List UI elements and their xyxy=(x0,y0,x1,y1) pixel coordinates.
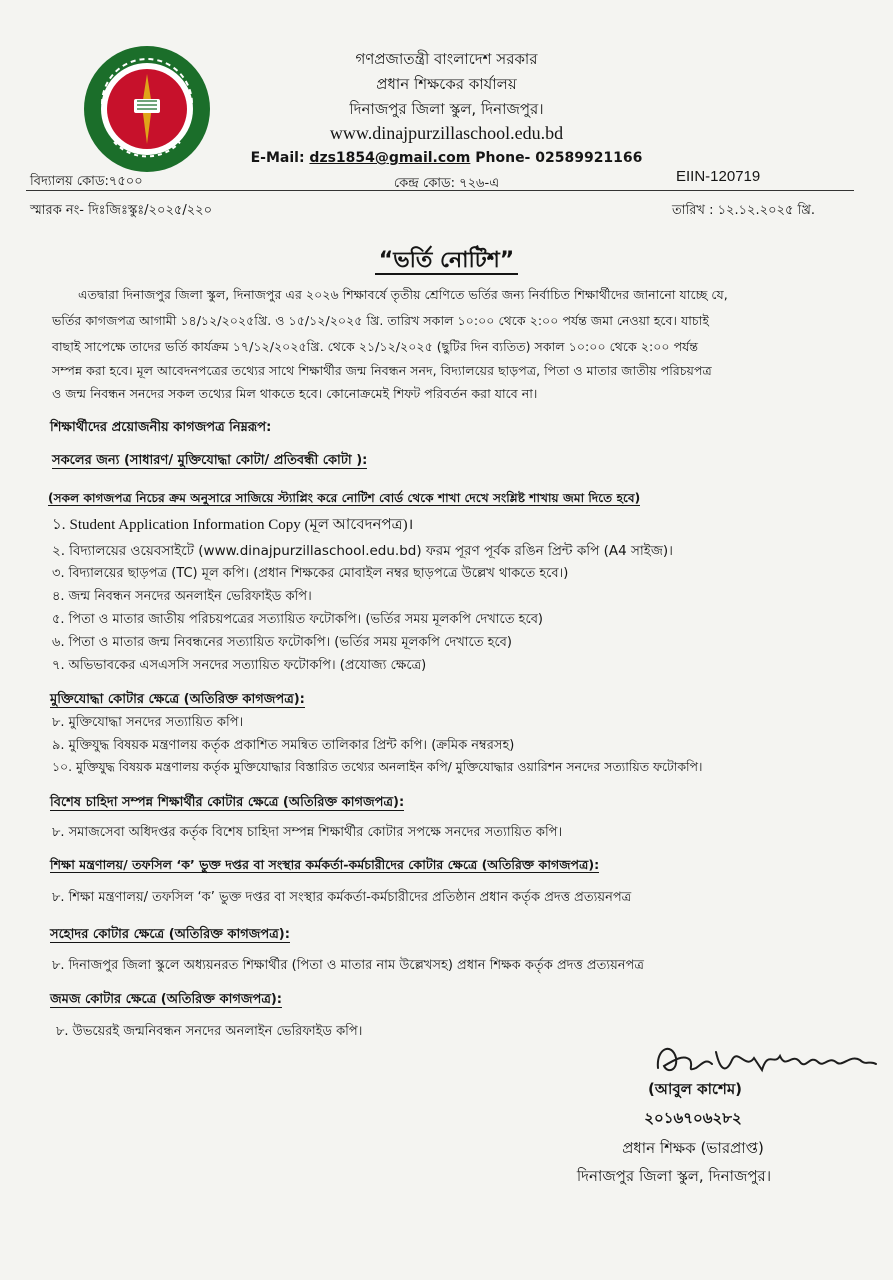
list-item: ৮. দিনাজপুর জিলা স্কুলে অধ্যয়নরত শিক্ষার্থীর (পিতা ও মাতার নাম উল্লেখসহ) প্রধান শিক্ষক কর্তৃক প্রদত্ত প্রত্যয়নপত্র xyxy=(52,958,644,973)
email-label: E-Mail: xyxy=(250,150,305,166)
general-section-heading: সকলের জন্য (সাধারণ/ মুক্তিযোদ্ধা কোটা/ প্রতিবন্ধী কোটা ): xyxy=(52,453,368,468)
twin-heading: জমজ কোটার ক্ষেত্রে (অতিরিক্ত কাগজপত্র): xyxy=(50,992,283,1007)
paragraph-line-1: এতদ্বারা দিনাজপুর জিলা স্কুল, দিনাজপুর এর ২০২৬ শিক্ষাবর্ষে তৃতীয় শ্রেণিতে ভর্তির জন্য নির্বাচিত শিক্ষার্থীদের জানানো যাচ্ছে যে, xyxy=(78,287,728,302)
special-needs-heading: বিশেষ চাহিদা সম্পন্ন শিক্ষার্থীর কোটার ক্ষেত্রে (অতিরিক্ত কাগজপত্র): xyxy=(50,795,405,810)
list-item: ৫. পিতা ও মাতার জাতীয় পরিচয়পত্রের সত্যায়িত ফটোকপি। (ভর্তির সময় মূলকপি দেখাতে হবে) xyxy=(52,612,544,627)
school-code: বিদ্যালয় কোড:৭৫০০ xyxy=(30,174,143,189)
general-instruction: (সকল কাগজপত্র নিচের ক্রম অনুসারে সাজিয়ে স্ট্যাপ্লিং করে নোটিশ বোর্ড থেকে শাখা দেখে সংশ্লিষ্ট শাখায় জমা দিতে হবে) xyxy=(48,491,641,505)
education-ministry-heading: শিক্ষা মন্ত্রণালয়/ তফসিল ‘ক’ ভুক্ত দপ্তর বা সংস্থার কর্মকর্তা-কর্মচারীদের কোটার ক্ষেত্রে (অতিরিক্ত কাগজপত্র): xyxy=(50,857,600,872)
signatory-school: দিনাজপুর জিলা স্কুল, দিনাজপুর। xyxy=(576,1167,772,1185)
center-code: কেন্দ্র কোড: ৭২৬-এ xyxy=(393,176,500,191)
memo-number: স্মারক নং- দিঃজিঃস্কুঃ/২০২৫/২২০ xyxy=(30,203,213,218)
contact-line xyxy=(0,150,893,166)
notice-title-text: “ভর্তি নোটিশ” xyxy=(375,248,519,275)
list-item: ৮. শিক্ষা মন্ত্রণালয়/ তফসিল ‘ক’ ভুক্ত দপ্তর বা সংস্থার কর্মকর্তা-কর্মচারীদের প্রতিষ্ঠান প্রধান কর্তৃক প্রদত্ত প্রত্যয়নপত্র xyxy=(52,890,632,905)
sibling-heading: সহোদর কোটার ক্ষেত্রে (অতিরিক্ত কাগজপত্র): xyxy=(50,927,290,942)
list-item: ২. বিদ্যালয়ের ওয়েবসাইটে (www.dinajpurzillaschool.edu.bd) ফরম পূরণ পূর্বক রঙিন প্রিন্ট কপি (A4 সাইজ)। xyxy=(52,543,674,559)
list-item: ৮. উভয়েরই জন্মনিবন্ধন সনদের অনলাইন ভেরিফাইড কপি। xyxy=(56,1024,363,1039)
notice-title xyxy=(0,243,893,280)
notice-date: তারিখ : ১২.১২.২০২৫ খ্রি. xyxy=(672,203,816,218)
list-item: ৭. অভিভাবকের এসএসসি সনদের সত্যায়িত ফটোকপি। (প্রযোজ্য ক্ষেত্রে) xyxy=(52,658,427,673)
paragraph-line-2: ভর্তির কাগজপত্র আগামী ১৪/১২/২০২৫খ্রি. ও ১৫/১২/২০২৫ খ্রি. তারিখ সকাল ১০:০০ থেকে ২:০০ পর্যন্ত জমা নেওয়া হবে। যাচাই xyxy=(52,313,709,328)
list-item: ১০. মুক্তিযুদ্ধ বিষয়ক মন্ত্রণালয় কর্তৃক মুক্তিযোদ্ধার বিস্তারিত তথ্যের অনলাইন কপি/ মুক্তিযোদ্ধার ওয়ারিশন সনদের সত্যায়িত ফটোকপি। xyxy=(52,759,703,774)
list-item: ৮. মুক্তিযোদ্ধা সনদের সত্যায়িত কপি। xyxy=(52,715,244,730)
paragraph-line-3: বাছাই সাপেক্ষে তাদের ভর্তি কার্যক্রম ১৭/১২/২০২৫খ্রি. থেকে ২১/১২/২০২৫ (ছুটির দিন ব্যতিত) সকাল ১০:০০ থেকে ২:০০ পর্যন্ত xyxy=(52,339,699,354)
signatory-name: (আবুল কাশেম) xyxy=(647,1080,743,1098)
list-item: ৬. পিতা ও মাতার জন্ম নিবন্ধনের সত্যায়িত ফটোকপি। (ভর্তির সময় মূলকপি দেখাতে হবে) xyxy=(52,635,512,650)
email-link[interactable]: dzs1854@gmail.com xyxy=(309,150,471,166)
required-docs-heading: শিক্ষার্থীদের প্রয়োজনীয় কাগজপত্র নিম্নরূপ: xyxy=(50,420,272,435)
list-item: ৯. মুক্তিযুদ্ধ বিষয়ক মন্ত্রণালয় কর্তৃক প্রকাশিত সমন্বিত তালিকার প্রিন্ট কপি। (ক্রমিক নম্বরসহ) xyxy=(52,738,515,753)
government-line: গণপ্রজাতন্ত্রী বাংলাদেশ সরকার xyxy=(355,50,538,68)
list-item: ৪. জন্ম নিবন্ধন সনদের অনলাইন ভেরিফাইড কপি। xyxy=(52,589,312,604)
freedom-fighter-heading: মুক্তিযোদ্ধা কোটার ক্ষেত্রে (অতিরিক্ত কাগজপত্র): xyxy=(50,692,305,707)
school-line: দিনাজপুর জিলা স্কুল, দিনাজপুর। xyxy=(349,100,544,118)
list-item: ১. Student Application Information Copy (মূল আবেদনপত্র)। xyxy=(52,517,414,533)
paragraph-line-4: সম্পন্ন করা হবে। মূল আবেদনপত্রের তথ্যের সাথে শিক্ষার্থীর জন্ম নিবন্ধন সনদ, বিদ্যালয়ের ছাড়পত্র, পিতা ও মাতার জাতীয় পরিচয়পত্র xyxy=(52,363,712,378)
phone-text: Phone- 02589921166 xyxy=(475,150,643,166)
list-item: ৮. সমাজসেবা অধিদপ্তর কর্তৃক বিশেষ চাহিদা সম্পন্ন শিক্ষার্থীর কোটার সপক্ষে সনদের সত্যায়িত কপি। xyxy=(52,825,563,840)
website-line[interactable]: www.dinajpurzillaschool.edu.bd xyxy=(329,123,564,143)
header-divider xyxy=(26,190,854,191)
list-item: ৩. বিদ্যালয়ের ছাড়পত্র (TC) মূল কপি। (প্রধান শিক্ষকের মোবাইল নম্বর ছাড়পত্রে উল্লেখ থাকতে হবে।) xyxy=(52,566,569,581)
office-line: প্রধান শিক্ষকের কার্যালয় xyxy=(376,75,517,93)
eiin-number: EIIN-120719 xyxy=(676,168,761,185)
signatory-id: ২০১৬৭০৬২৮২ xyxy=(644,1109,742,1127)
signatory-designation: প্রধান শিক্ষক (ভারপ্রাপ্ত) xyxy=(622,1139,764,1157)
paragraph-line-5: ও জন্ম নিবন্ধন সনদের সকল তথ্যের মিল থাকতে হবে। কোনোক্রমেই শিফট পরিবর্তন করা যাবে না। xyxy=(52,386,538,401)
